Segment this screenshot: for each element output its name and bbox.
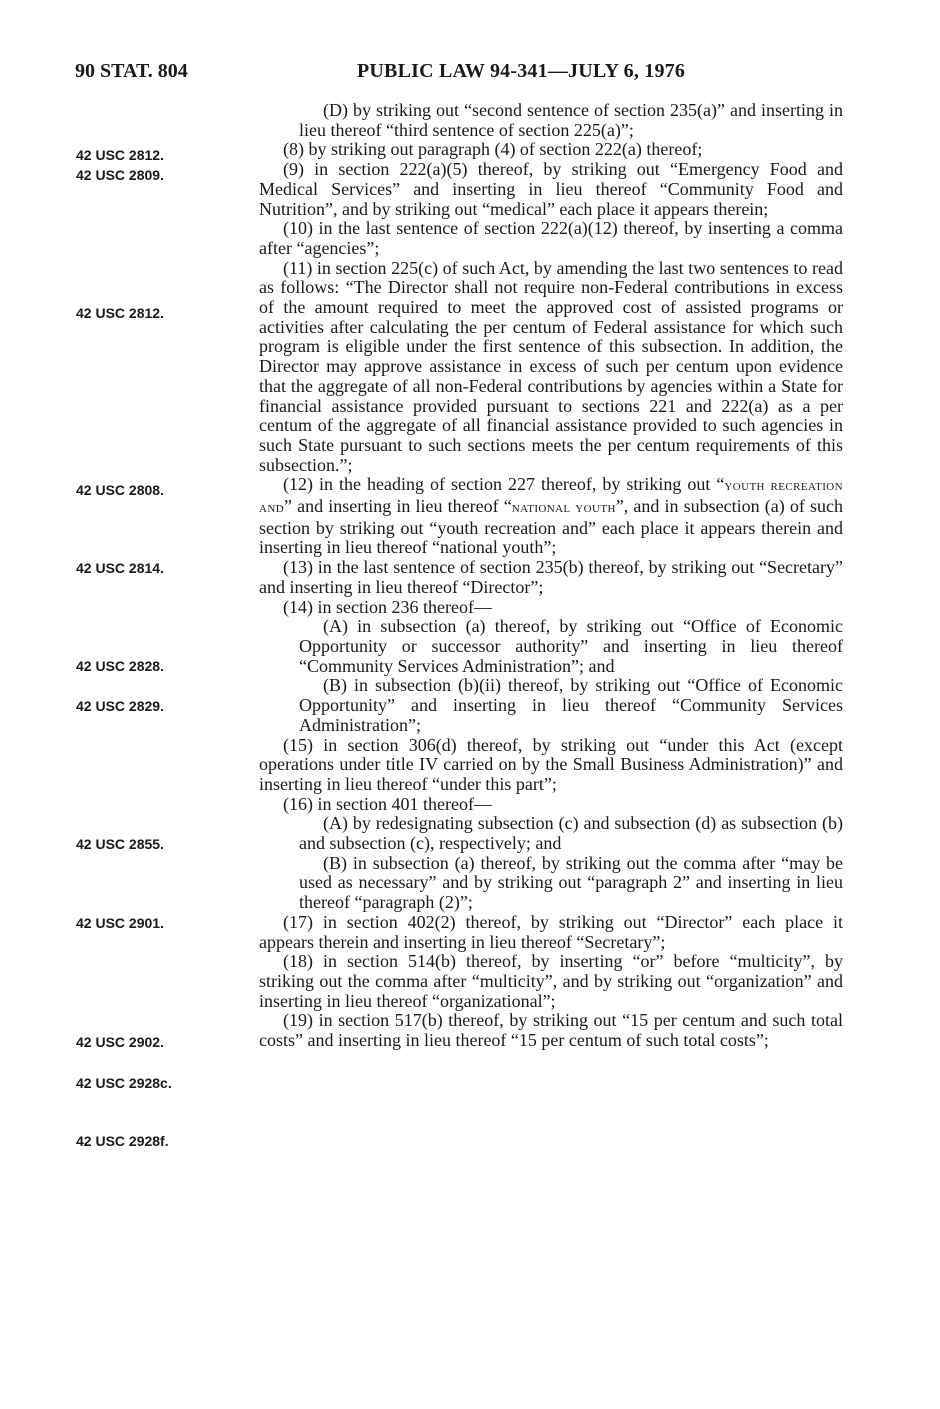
margin-citation: 42 USC 2855. xyxy=(76,836,164,852)
clause-18: (18) in section 514(b) thereof, by inserting “or” before “multicity”, by striking out the comma after “multicity”, and by striking out “organization” and inserting in lieu thereof “organizational”; xyxy=(259,951,843,1011)
statute-page-reference: 90 STAT. 804 xyxy=(75,60,188,82)
clause-D: (D) by striking out “second sentence of section 235(a)” and inserting in lieu thereof “third sentence of section 225(a)”; xyxy=(299,100,843,140)
margin-citation: 42 USC 2808. xyxy=(76,482,164,498)
clause-11: (11) in section 225(c) of such Act, by amending the last two sentences to read as follows: “The Director shall not require non-Federal contributions in excess of the amount required to meet the approved cost of assisted programs or activities after calculating the per centum of Federal assistance for which such program is eligible under the first sentence of this subsection. In addition, the Director may approve assistance in excess of such per centum upon evidence that the aggregate of all non-Federal contributions by agencies within a State for financial assistance provided pursuant to sections 221 and 222(a) as a per centum of the aggregate of all financial assistance provided to such agencies in such State pursuant to such sections meets the per centum requirements of this subsection.”; xyxy=(259,257,843,475)
clause-12-text-b: ” and inserting in lieu thereof “ xyxy=(284,496,512,517)
clause-14: (14) in section 236 thereof— xyxy=(283,596,492,617)
margin-citation: 42 USC 2809. xyxy=(76,167,164,183)
clause-9: (9) in section 222(a)(5) thereof, by striking out “Emergency Food and Medical Services” and inserting in lieu thereof “Community Food and Nutrition”, and by striking out “medical” each place it appears therein; xyxy=(259,159,843,219)
clause-19: (19) in section 517(b) thereof, by striking out “15 per centum and such total costs” and inserting in lieu thereof “15 per centum of such total costs”; xyxy=(259,1010,843,1051)
clause-12-heading-old: youth recreation and xyxy=(259,478,843,517)
clause-15: (15) in section 306(d) thereof, by striking out “under this Act (except operations under title IV carried on by the Small Business Administration)” and inserting in lieu thereof “under this part”; xyxy=(259,734,843,794)
margin-citation: 42 USC 2829. xyxy=(76,698,164,714)
clause-12 xyxy=(259,475,843,558)
clause-12-text-c: ”, and in subsection (a) of such section by striking out “youth recreation and” each place it appears therein and inserting in lieu thereof “national youth”; xyxy=(259,496,844,558)
clause-12-text-a: (12) in the heading of section 227 thereof, by striking out “ xyxy=(283,474,725,495)
clause-13: (13) in the last sentence of section 235(b) thereof, by striking out “Secretary” and inserting in lieu thereof “Director”; xyxy=(259,557,843,597)
clause-16: (16) in section 401 thereof— xyxy=(283,793,492,814)
clause-12-heading-new: national youth xyxy=(511,500,616,517)
margin-citation: 42 USC 2928f. xyxy=(76,1133,169,1149)
law-body-text xyxy=(259,101,843,1051)
clause-16-B: (B) in subsection (a) thereof, by striking out the comma after “may be used as necessary” and by striking out “paragraph 2” and inserting in lieu thereof “paragraph (2)”; xyxy=(299,852,843,913)
margin-citation: 42 USC 2901. xyxy=(76,915,164,931)
clause-14-B: (B) in subsection (b)(ii) thereof, by striking out “Office of Economic Opportunity” and inserting in lieu thereof “Community Services Administration”; xyxy=(299,675,843,735)
clause-8: (8) by striking out paragraph (4) of section 222(a) thereof; xyxy=(283,139,703,160)
page-header xyxy=(0,56,940,86)
margin-citation: 42 USC 2814. xyxy=(76,560,164,576)
margin-citation: 42 USC 2828. xyxy=(76,658,164,674)
margin-citation: 42 USC 2812. xyxy=(76,305,164,321)
clause-10: (10) in the last sentence of section 222(a)(12) thereof, by inserting a comma after “agencies”; xyxy=(259,218,843,258)
margin-citation: 42 USC 2902. xyxy=(76,1034,164,1050)
clause-17: (17) in section 402(2) thereof, by striking out “Director” each place it appears therein and inserting in lieu thereof “Secretary”; xyxy=(259,911,843,952)
margin-citation: 42 USC 2812. xyxy=(76,147,164,163)
clause-16-A: (A) by redesignating subsection (c) and subsection (d) as subsection (b) and subsection (c), respectively; and xyxy=(299,813,843,854)
clause-14-A: (A) in subsection (a) thereof, by striking out “Office of Economic Opportunity or successor authority” and inserting in lieu thereof “Community Services Administration”; and xyxy=(299,616,843,676)
public-law-title: PUBLIC LAW 94-341—JULY 6, 1976 xyxy=(357,60,686,82)
margin-citation: 42 USC 2928c. xyxy=(76,1075,172,1091)
